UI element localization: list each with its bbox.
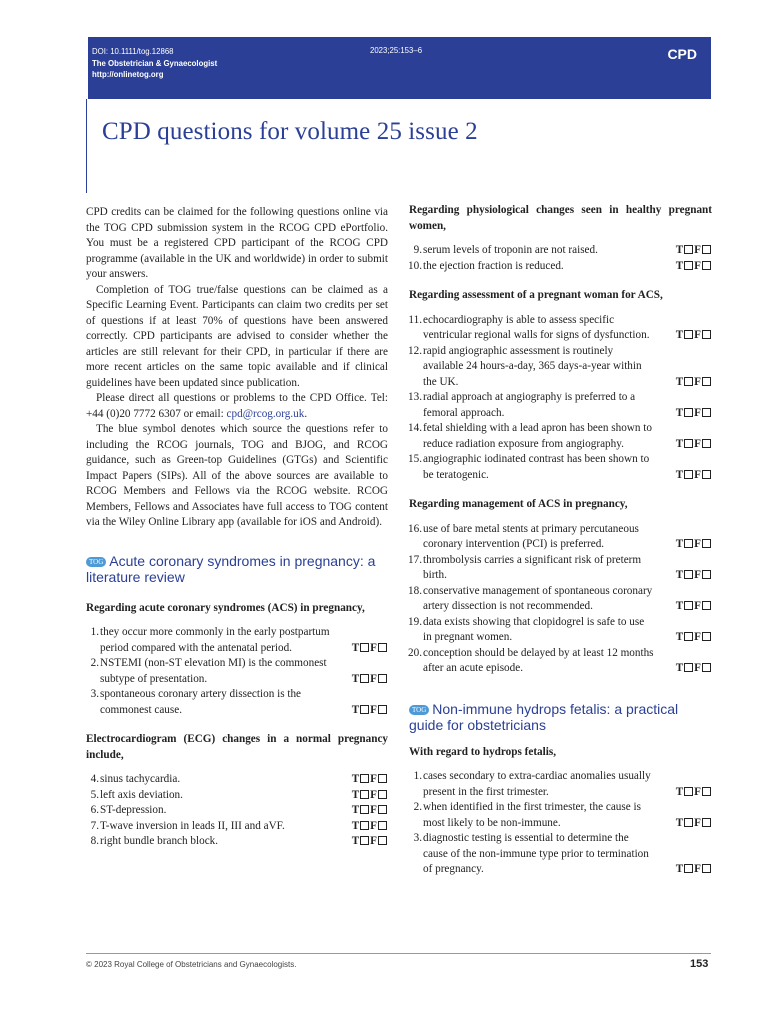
question-number: 12. [408,344,422,357]
false-checkbox[interactable] [378,674,387,683]
title-rule [86,99,87,193]
question-item [86,788,388,804]
question-number: 15. [408,453,422,465]
right-column [409,203,712,878]
true-checkbox[interactable] [684,470,693,479]
question-item [409,831,712,878]
true-checkbox[interactable] [360,821,369,830]
punctuation: . [304,407,308,420]
false-checkbox[interactable] [378,790,387,799]
true-label: T [675,816,684,829]
question-text: NSTEMI (non-ST elevation MI) is the commonest subtype of presentation. [100,657,327,685]
false-label: F [370,788,377,801]
true-checkbox[interactable] [360,836,369,845]
question-text: ST-depression. [100,804,167,816]
question-number: 1. [90,626,99,638]
question-item [409,800,712,831]
question-list [409,313,712,484]
false-label: F [370,672,377,685]
question-item [86,687,388,718]
question-item [86,819,388,835]
true-false-answer [676,816,712,832]
email-link[interactable]: cpd@rcog.org.uk [226,407,305,420]
question-number: 18. [408,584,422,597]
false-label: F [370,641,377,654]
question-number: 13. [408,391,422,403]
false-label: F [694,600,701,612]
citation: 2023;25:153–6 [370,46,423,55]
true-false-answer [352,641,388,657]
question-text: angiographic iodinated contrast has been shown to be teratogenic. [423,453,650,481]
question-text: when identified in the first trimester, the cause is most likely to be non-immune. [423,801,641,829]
left-column [86,205,388,850]
question-number: 4. [90,773,99,785]
true-false-answer [676,785,712,801]
question-number: 10. [408,259,422,272]
header-meta [92,46,217,81]
question-item [409,584,712,615]
question-item [409,646,712,677]
false-label: F [694,437,701,450]
true-false-answer [676,661,712,677]
true-checkbox[interactable] [684,439,693,448]
section-title [409,701,712,733]
footer-rule [86,953,711,954]
true-label: T [351,641,360,654]
false-checkbox[interactable] [378,643,387,652]
question-item [86,656,388,687]
true-label: T [675,406,684,419]
question-text: the ejection fraction is reduced. [423,259,564,272]
false-label: F [370,703,377,716]
false-checkbox[interactable] [702,408,711,417]
question-item [409,344,712,391]
tog-badge-icon: TOG [409,705,429,715]
false-label: F [694,569,701,581]
question-item [409,259,712,275]
journal-url[interactable]: http://onlinetog.org [92,70,164,79]
page-number: 153 [690,958,709,970]
question-number: 7. [90,819,99,832]
false-label: F [694,468,701,481]
question-item [409,421,712,452]
true-false-answer [352,819,388,835]
true-false-answer [676,468,712,484]
true-checkbox[interactable] [684,570,693,579]
true-false-answer [352,803,388,819]
true-checkbox[interactable] [684,245,693,254]
question-text: right bundle branch block. [100,835,219,847]
true-checkbox[interactable] [684,601,693,610]
true-checkbox[interactable] [684,261,693,270]
true-label: T [351,835,360,847]
false-checkbox[interactable] [702,330,711,339]
true-label: T [351,703,360,716]
question-number: 8. [90,835,99,847]
true-checkbox[interactable] [684,330,693,339]
question-number: 1. [413,770,422,782]
false-label: F [694,406,701,419]
question-item [409,615,712,646]
question-item [86,625,388,656]
question-text: rapid angiographic assessment is routinely available 24 hours-a-day, 365 days-a-year within the UK. [423,344,642,388]
question-number: 6. [90,804,99,816]
true-false-answer [352,703,388,719]
question-item [409,313,712,344]
question-text: fetal shielding with a lead apron has been shown to reduce radiation exposure from angiography. [423,422,652,450]
false-label: F [694,375,701,388]
false-checkbox[interactable] [702,864,711,873]
question-text: they occur more commonly in the early postpartum period compared with the antenatal period. [100,626,330,654]
true-checkbox[interactable] [684,408,693,417]
true-checkbox[interactable] [360,805,369,814]
true-label: T [675,375,684,388]
section-title-text: Acute coronary syndromes in pregnancy: a literature review [86,552,376,585]
question-item [409,452,712,483]
true-checkbox[interactable] [360,643,369,652]
question-text: use of bare metal stents at primary percutaneous coronary intervention (PCI) is preferred. [423,522,639,550]
false-label: F [694,785,701,798]
question-number: 20. [408,646,422,659]
question-item [86,803,388,819]
false-checkbox[interactable] [702,439,711,448]
true-false-answer [676,375,712,391]
question-text: spontaneous coronary artery dissection is the commonest cause. [100,688,302,716]
question-list [409,769,712,878]
false-label: F [370,835,377,847]
question-text: diagnostic testing is essential to determine the cause of the non-immune type prior to termination of pregnancy. [423,832,649,875]
question-number: 16. [408,522,422,535]
journal-name: The Obstetrician & Gynaecologist [92,58,218,68]
question-text: radial approach at angiography is preferred to a femoral approach. [423,391,636,419]
question-text: T-wave inversion in leads II, III and aVF. [100,819,285,832]
true-label: T [351,773,360,785]
contact-paragraph [86,391,388,422]
true-label: T [675,259,684,272]
false-checkbox[interactable] [702,539,711,548]
section-title [86,553,388,585]
true-false-answer [676,630,712,646]
question-group-heading: Regarding assessment of a pregnant woman for ACS, [409,289,663,301]
question-number: 3. [90,688,99,700]
question-number: 14. [408,422,422,434]
question-list [86,625,388,718]
question-text: cases secondary to extra-cardiac anomalies usually present in the first trimester. [423,770,651,798]
false-label: F [694,244,701,256]
true-label: T [675,329,684,341]
true-false-answer [352,788,388,804]
false-label: F [694,662,701,674]
question-number: 5. [90,788,99,801]
false-checkbox[interactable] [702,245,711,254]
true-label: T [675,600,684,612]
false-checkbox[interactable] [702,632,711,641]
page-title: CPD questions for volume 25 issue 2 [102,118,478,145]
intro-paragraph: The blue symbol denotes which source the questions refer to including the RCOG journals, TOG and BJOG, and RCOG guidance, such as Green-top Guidelines (GTGs) and Scientific Impact Papers (SIPs). All of the above sources are available to RCOG Members and Fellows via the RCOG website. RCOG Members, Fellows and Associates have full access to TOG content via the Wiley Online Library app (available for iOS and Android). [86,423,388,528]
question-text: conception should be delayed by at least 12 months after an acute episode. [423,646,654,674]
question-item [409,390,712,421]
question-group-heading: Electrocardiogram (ECG) changes in a normal pregnancy include, [86,733,388,761]
true-false-answer [676,259,712,275]
intro-paragraph: CPD credits can be claimed for the following questions online via the TOG CPD submission system in the RCOG CPD ePortfolio. You must be a registered CPD participant of the RCOG CPD programme (available in the UK and worldwide) in order to submit your answers. [86,206,388,280]
true-checkbox[interactable] [684,663,693,672]
question-group-heading: Regarding physiological changes seen in healthy pregnant women, [409,204,712,232]
false-label: F [694,816,701,829]
question-number: 17. [408,553,422,566]
false-label: F [370,773,377,785]
false-checkbox[interactable] [702,570,711,579]
true-label: T [675,437,684,450]
question-number: 3. [413,832,422,844]
true-false-answer [676,243,712,259]
false-label: F [694,259,701,272]
question-item [86,834,388,850]
false-checkbox[interactable] [702,787,711,796]
true-false-answer [676,568,712,584]
question-item [86,772,388,788]
false-checkbox[interactable] [378,821,387,830]
doi: DOI: 10.1111/tog.12868 [92,47,174,56]
section-title-text: Non-immune hydrops fetalis: a practical guide for obstetricians [409,700,679,733]
false-checkbox[interactable] [378,705,387,714]
true-checkbox[interactable] [684,632,693,641]
question-number: 2. [90,657,99,669]
false-label: F [694,329,701,341]
true-false-answer [676,599,712,615]
copyright: © 2023 Royal College of Obstetricians and Gynaecologists. [86,960,297,969]
false-label: F [370,804,377,816]
question-item [409,243,712,259]
header-banner [88,37,711,99]
true-false-answer [676,437,712,453]
question-number: 2. [413,801,422,813]
true-label: T [675,631,684,643]
question-text: sinus tachycardia. [100,773,181,785]
false-checkbox[interactable] [378,774,387,783]
question-group-heading: With regard to hydrops fetalis, [409,745,556,758]
true-label: T [675,538,684,550]
false-checkbox[interactable] [378,836,387,845]
false-label: F [694,538,701,550]
false-label: F [694,631,701,643]
question-text: data exists showing that clopidogrel is safe to use in pregnant women. [423,615,645,643]
question-number: 19. [408,615,422,628]
true-label: T [351,672,360,685]
true-label: T [675,244,684,256]
question-item [409,769,712,800]
true-false-answer [352,672,388,688]
true-checkbox[interactable] [360,790,369,799]
false-checkbox[interactable] [378,805,387,814]
question-list [409,243,712,274]
false-checkbox[interactable] [702,601,711,610]
true-label: T [351,804,360,816]
true-label: T [675,662,684,674]
question-group-heading: Regarding management of ACS in pregnancy, [409,498,628,510]
true-label: T [675,468,684,481]
false-checkbox[interactable] [702,818,711,827]
true-label: T [351,819,360,832]
true-false-answer [676,537,712,553]
true-checkbox[interactable] [684,377,693,386]
true-label: T [675,785,684,798]
question-item [409,553,712,584]
question-text: serum levels of troponin are not raised. [423,244,598,256]
true-checkbox[interactable] [684,539,693,548]
question-list [86,772,388,850]
intro-paragraph: Completion of TOG true/false questions can be claimed as a Specific Learning Event. Participants can claim two credits per set of questions if at least 70% of questions have been answered correctly. CPD participants are advised to consider whether the articles are still relevant for their CPD, in particular if there are more recent articles on the same topic available and if clinical guidelines have been updated since publication. [86,283,388,389]
section-label: CPD [667,46,697,62]
question-item [409,522,712,553]
true-false-answer [676,328,712,344]
false-checkbox[interactable] [702,261,711,270]
question-group-heading: Regarding acute coronary syndromes (ACS) in pregnancy, [86,601,365,614]
true-label: T [675,863,684,875]
question-number: 9. [413,244,422,256]
true-checkbox[interactable] [684,787,693,796]
true-checkbox[interactable] [360,774,369,783]
false-label: F [370,819,377,832]
false-label: F [694,863,701,875]
question-text: thrombolysis carries a significant risk of preterm birth. [423,553,642,581]
question-number: 11. [408,313,422,326]
question-text: conservative management of spontaneous coronary artery dissection is not recommended. [423,584,653,612]
true-checkbox[interactable] [684,818,693,827]
question-text: left axis deviation. [100,788,183,801]
true-false-answer [676,406,712,422]
question-text: echocardiography is able to assess specific ventricular regional walls for signs of dysfunction. [423,313,650,341]
true-checkbox[interactable] [360,674,369,683]
true-checkbox[interactable] [684,864,693,873]
question-list [409,522,712,677]
false-checkbox[interactable] [702,377,711,386]
true-checkbox[interactable] [360,705,369,714]
true-false-answer [676,862,712,878]
false-checkbox[interactable] [702,663,711,672]
true-false-answer [352,772,388,788]
contact-text: Please direct all questions or problems to the CPD Office. Tel: +44 (0)20 7772 6307 or email: [86,392,388,420]
true-label: T [675,569,684,581]
true-label: T [351,788,360,801]
false-checkbox[interactable] [702,470,711,479]
tog-badge-icon: TOG [86,557,106,567]
true-false-answer [352,834,388,850]
